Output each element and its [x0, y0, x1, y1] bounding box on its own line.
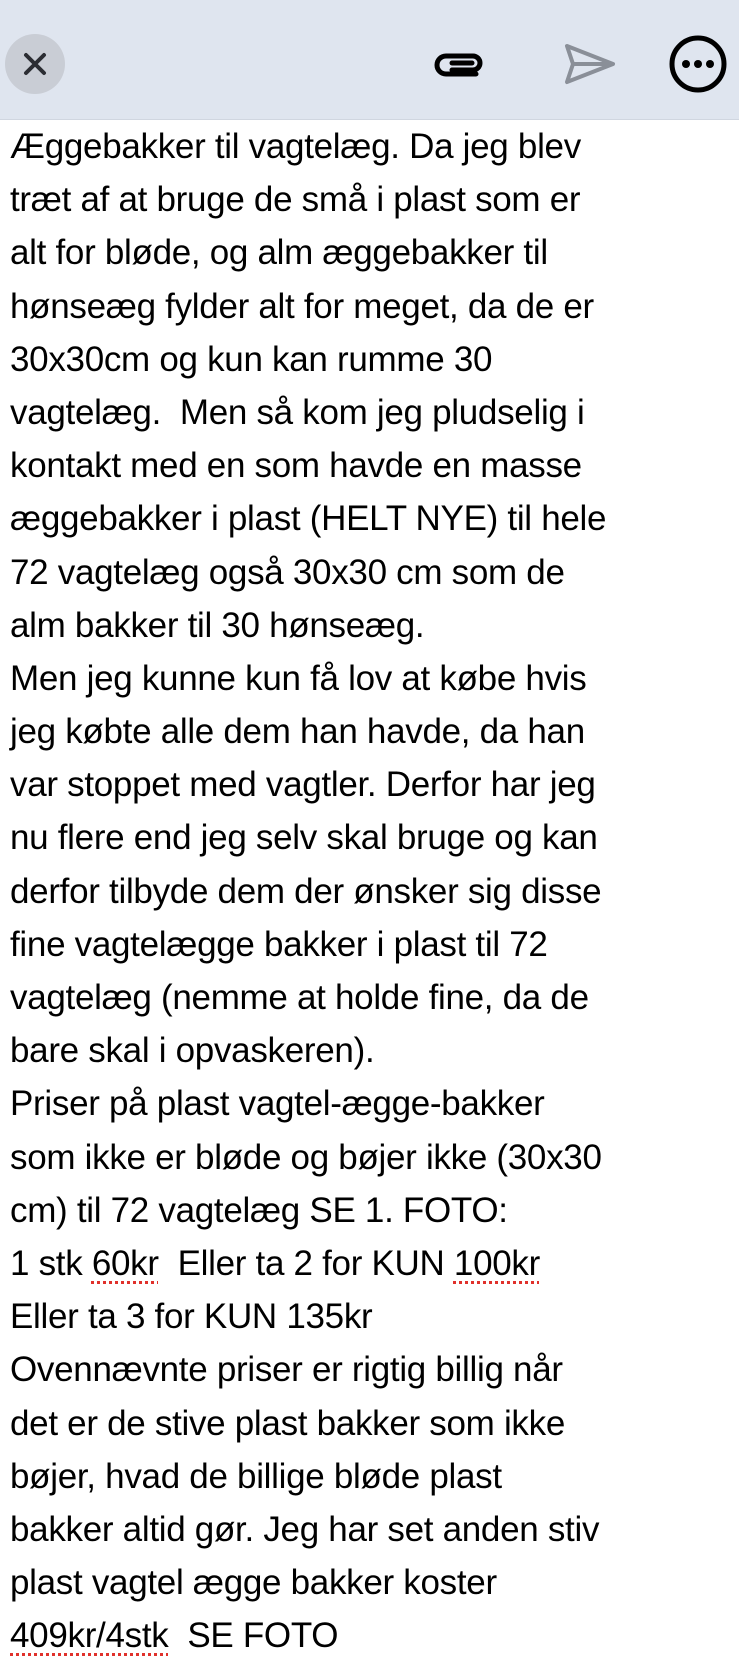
close-icon — [22, 51, 48, 77]
text-line: plast vagtel ægge bakker koster — [10, 1563, 497, 1603]
compose-toolbar — [0, 0, 739, 120]
text-line: vagtelæg. Men så kom jeg pludselig i — [10, 392, 585, 432]
text-line: Æggebakker til vagtelæg. Da jeg blev — [10, 127, 581, 166]
text-line: Priser på plast vagtel-ægge-bakker — [10, 1084, 545, 1124]
text-line: fine vagtelægge bakker i plast til 72 — [10, 924, 548, 964]
text-line: 72 vagtelæg også 30x30 cm som de — [10, 552, 565, 592]
spellcheck-word[interactable]: 60kr — [91, 1243, 159, 1283]
more-options-button[interactable] — [664, 30, 732, 98]
price-text: Eller ta 2 for KUN — [158, 1243, 454, 1283]
price-line — [10, 1237, 734, 1290]
close-button[interactable] — [5, 34, 65, 94]
spellcheck-word[interactable]: 100kr — [453, 1243, 540, 1283]
message-body[interactable] — [10, 120, 734, 1656]
text-line: vagtelæg (nemme at holde fine, da de — [10, 978, 589, 1017]
text-line: Men jeg kunne kun få lov at købe hvis — [10, 658, 587, 698]
text-line: var stoppet med vagtler. Derfor har jeg — [10, 765, 596, 805]
paperclip-icon — [432, 48, 488, 80]
text-line: hønseæg fylder alt for meget, da de er — [10, 286, 594, 326]
attach-button[interactable] — [426, 30, 494, 98]
text-line: 30x30cm og kun kan rumme 30 — [10, 339, 493, 379]
send-button[interactable] — [556, 30, 624, 98]
text-line: træt af at bruge de små i plast som er — [10, 180, 581, 220]
price-line — [10, 1609, 734, 1662]
price-text: 1 stk — [10, 1243, 92, 1283]
text-line: Ovennævnte priser er rigtig billig når — [10, 1350, 563, 1390]
send-icon — [563, 42, 617, 86]
text-line: bøjer, hvad de billige bløde plast — [10, 1456, 502, 1496]
text-line: bakker altid gør. Jeg har set anden stiv — [10, 1509, 600, 1549]
text-line: alm bakker til 30 hønseæg. — [10, 605, 425, 645]
text-line: nu flere end jeg selv skal bruge og kan — [10, 818, 598, 858]
text-line: det er de stive plast bakker som ikke — [10, 1403, 565, 1443]
text-line: cm) til 72 vagtelæg SE 1. FOTO: — [10, 1190, 508, 1230]
text-line: derfor tilbyde dem der ønsker sig disse — [10, 871, 602, 911]
text-line: kontakt med en som havde en masse — [10, 446, 582, 486]
spellcheck-word[interactable]: 409kr/4stk — [10, 1616, 169, 1656]
price-text: SE FOTO — [168, 1616, 339, 1656]
text-line: Eller ta 3 for KUN 135kr — [10, 1297, 373, 1337]
text-line: æggebakker i plast (HELT NYE) til hele — [10, 499, 607, 539]
text-line: som ikke er bløde og bøjer ikke (30x30 — [10, 1137, 602, 1177]
text-line: bare skal i opvaskeren). — [10, 1031, 375, 1071]
text-line: alt for bløde, og alm æggebakker til — [10, 233, 548, 273]
text-line: jeg købte alle dem han havde, da han — [10, 712, 585, 752]
more-options-icon — [668, 34, 728, 94]
